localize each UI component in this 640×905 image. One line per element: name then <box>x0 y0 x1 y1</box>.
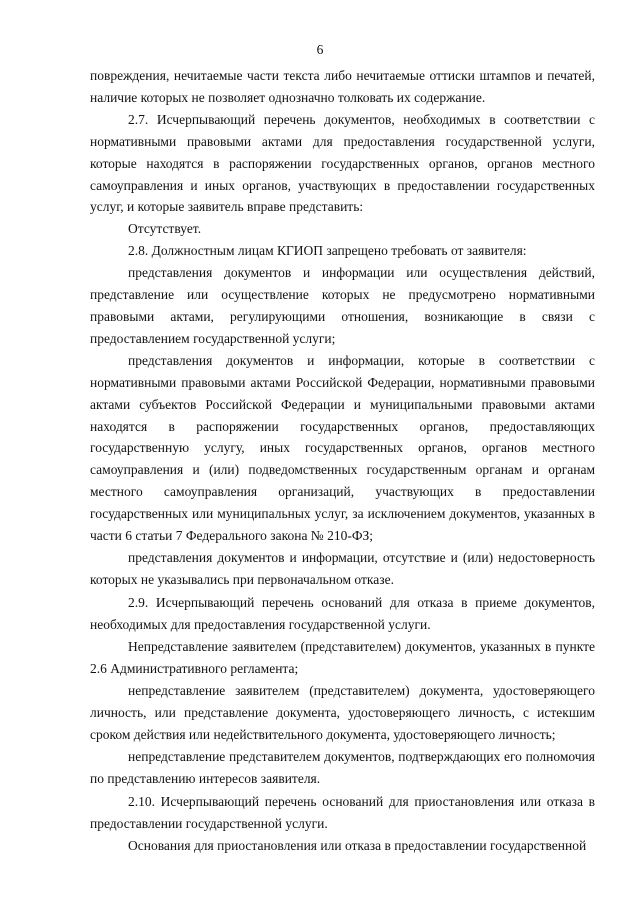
paragraph-2-8-item-1: представления документов и информации или осуществления действий, представление или осуществление которых не предусмотрено нормативными правовыми актами, регулирующими отношения, возникающие в связи с предоставлением государственной услуги; <box>90 265 595 346</box>
paragraph-2-8-item-2: представления документов и информации, которые в соответствии с нормативными правовыми актами Российской Федерации, нормативными правовыми актами субъектов Российской Федерации и муниципальными правовыми актами находятся в распоряжении государственных органов, предоставляющих государственную услугу, иных государственных органов, органов местного самоуправления и (или) подведомственных государственным органам и органам местного самоуправления организаций, участвующих в предоставлении государственных или муниципальных услуг, за исключением документов, указанных в части 6 статьи 7 Федерального закона № 210-ФЗ; <box>90 352 595 544</box>
body-text <box>90 65 595 857</box>
paragraph-absent: Отсутствует. <box>128 221 202 237</box>
paragraph-2-9-item-1: Непредставление заявителем (представителем) документов, указанных в пункте 2.6 Административного регламента; <box>90 639 595 676</box>
paragraph-2-9-item-2: непредставление заявителем (представителем) документа, удостоверяющего личность, или представление документа, удостоверяющего личность, с истекшим сроком действия или недействительного документа, удостоверяющего личность; <box>90 682 595 742</box>
paragraph-2-8-item-3: представления документов и информации, отсутствие и (или) недостоверность которых не указывались при первоначальном отказе. <box>90 549 595 587</box>
paragraph-2-9: 2.9. Исчерпывающий перечень оснований для отказа в приеме документов, необходимых для предоставления государственной услуги. <box>90 595 595 633</box>
paragraph-2-10-item-1: Основания для приостановления или отказа в предоставлении государственной <box>128 837 587 853</box>
page-number: 6 <box>316 42 324 57</box>
paragraph-continuation: повреждения, нечитаемые части текста либо нечитаемые оттиски штампов и печатей, наличие которых не позволяет однозначно толковать их содержание. <box>90 68 595 105</box>
paragraph-2-9-item-3: непредставление представителем документов, подтверждающих его полномочия по представлению интересов заявителя. <box>90 748 595 786</box>
paragraph-2-8: 2.8. Должностным лицам КГИОП запрещено требовать от заявителя: <box>128 243 527 259</box>
paragraph-2-10: 2.10. Исчерпывающий перечень оснований для приостановления или отказа в предоставлении государственной услуги. <box>90 793 595 831</box>
paragraph-2-7: 2.7. Исчерпывающий перечень документов, необходимых в соответствии с нормативными правовыми актами для предоставления государственной услуги, которые находятся в распоряжении государственных органов, органов местного самоуправления и иных органов, участвующих в предоставлении государственных услуг, и которые заявитель вправе представить: <box>90 111 595 215</box>
